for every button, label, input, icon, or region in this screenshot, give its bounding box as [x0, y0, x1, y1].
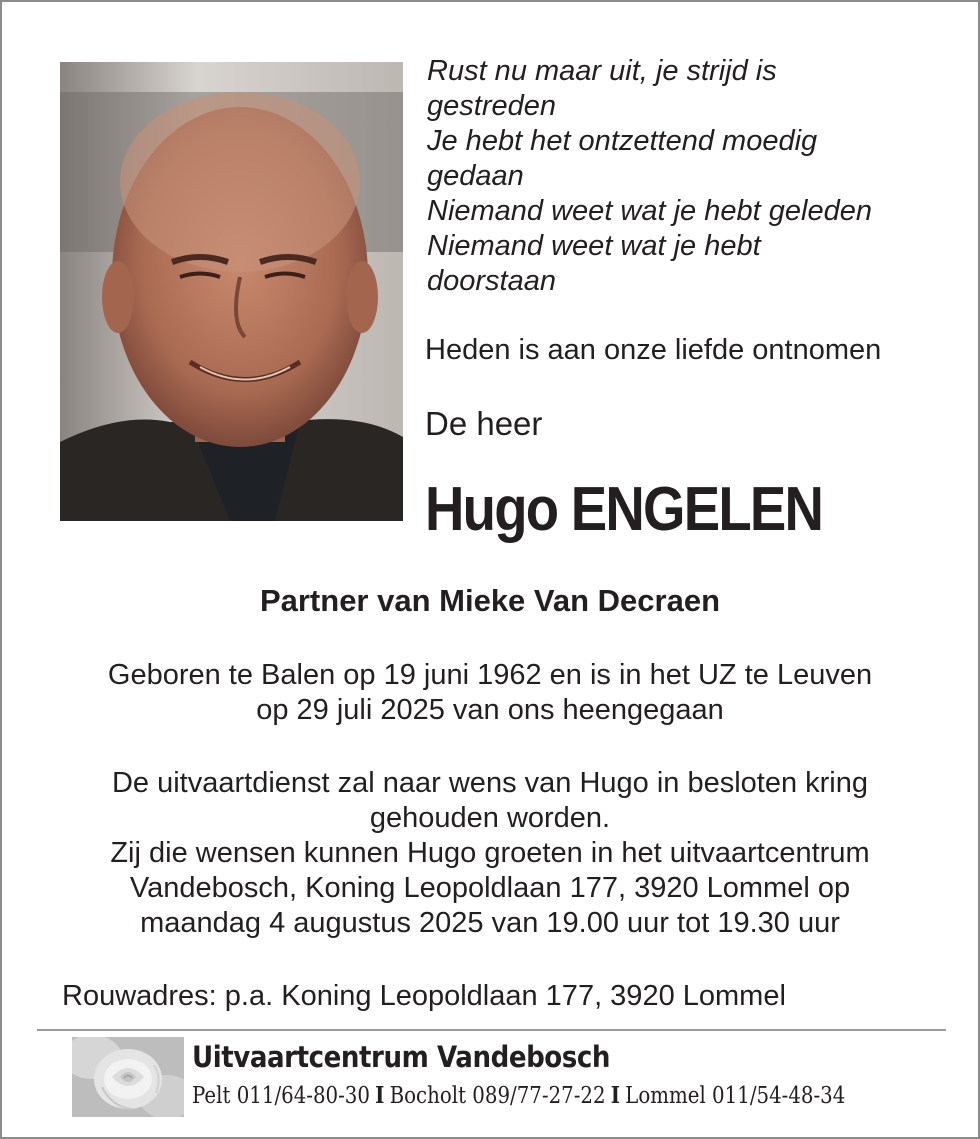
phone-lommel: Lommel 011/54-48-34 — [625, 1083, 846, 1109]
poem-line: gestreden — [427, 90, 556, 122]
portrait-photo — [60, 62, 403, 521]
birth-line: op 29 juli 2025 van ons heengegaan — [256, 694, 724, 726]
birth-death-details — [42, 658, 938, 728]
service-line: gehouden worden. — [369, 802, 611, 834]
funeral-home-name: Uitvaartcentrum Vandebosch — [192, 1040, 611, 1074]
partner-line: Partner van Mieke Van Decraen — [259, 583, 721, 618]
service-details — [42, 766, 938, 941]
service-line: maandag 4 augustus 2025 van 19.00 uur tot 19.30 uur — [140, 907, 840, 939]
deceased-name: Hugo ENGELEN — [425, 475, 823, 544]
divider — [37, 1029, 946, 1031]
mourning-address: Rouwadres: p.a. Koning Leopoldlaan 177, 3920 Lommel — [62, 980, 786, 1012]
poem-line: gedaan — [427, 160, 524, 192]
poem-line: Niemand weet wat je hebt — [427, 230, 761, 262]
birth-line: Geboren te Balen op 19 juni 1962 en is in het UZ te Leuven — [107, 659, 873, 691]
phone-pelt: Pelt 011/64-80-30 — [192, 1083, 370, 1109]
phone-bocholt: Bocholt 089/77-27-22 — [389, 1083, 606, 1109]
poem-line: Je hebt het ontzettend moedig — [427, 125, 818, 157]
poem — [427, 54, 947, 299]
intro-text: Heden is aan onze liefde ontnomen — [425, 334, 882, 366]
funeral-home-phones — [192, 1080, 845, 1112]
honorific: De heer — [425, 405, 543, 442]
rose-image — [72, 1037, 184, 1117]
poem-line: Niemand weet wat je hebt geleden — [427, 195, 872, 227]
service-line: De uitvaartdienst zal naar wens van Hugo in besloten kring — [111, 767, 869, 799]
separator: I — [610, 1082, 621, 1109]
service-line: Zij die wensen kunnen Hugo groeten in het uitvaartcentrum — [110, 837, 870, 869]
poem-line: Rust nu maar uit, je strijd is — [427, 55, 777, 87]
service-line: Vandebosch, Koning Leopoldlaan 177, 3920 Lommel op — [129, 872, 851, 904]
separator: I — [375, 1082, 385, 1109]
poem-line: doorstaan — [427, 265, 556, 297]
